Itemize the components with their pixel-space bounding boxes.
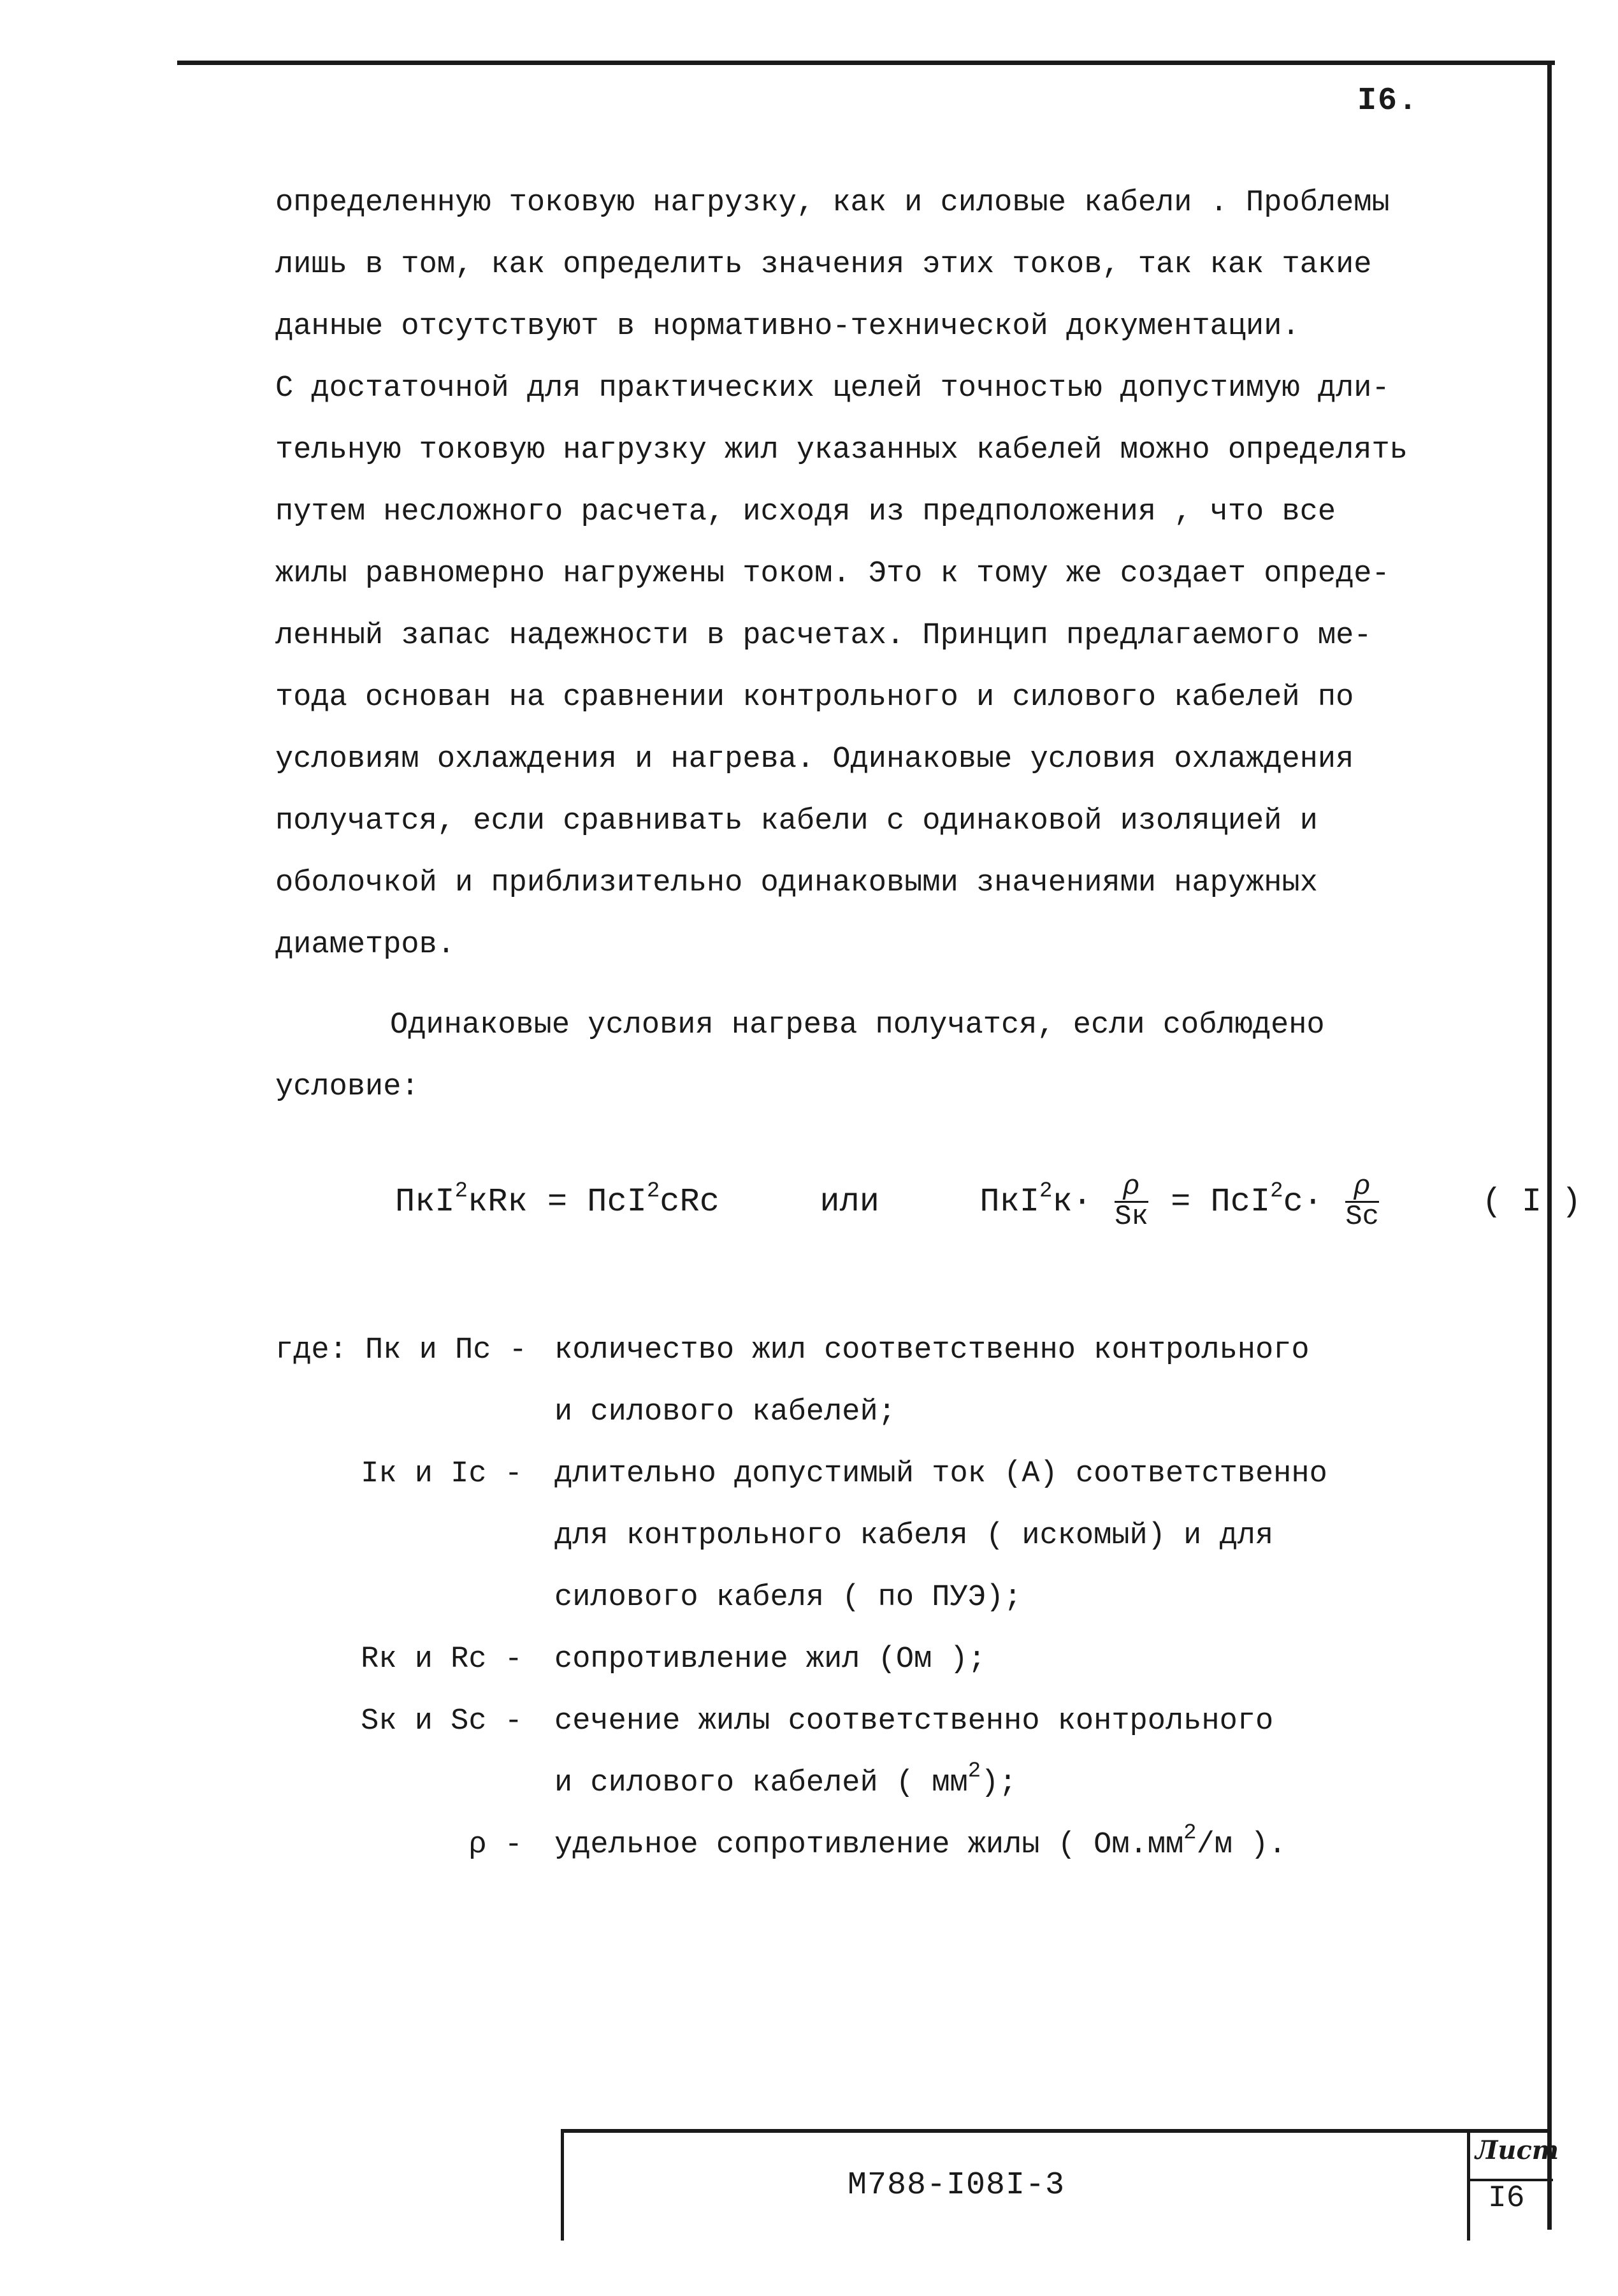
formula-or: или (820, 1183, 879, 1221)
text-fragment: и силового кабелей ( мм (554, 1766, 968, 1800)
text-line: и силового кабелей; (554, 1395, 896, 1429)
text-line: сопротивление жил (Ом ); (554, 1643, 986, 1676)
text-line: условиям охлаждения и нагрева. Одинаковые условия охлаждения (275, 743, 1354, 776)
text-line: путем несложного расчета, исходя из предположения , что все (275, 495, 1336, 529)
text-line: определенную токовую нагрузку, как и силовые кабели . Проблемы (275, 186, 1390, 220)
formula-exponent: 2 (454, 1179, 468, 1204)
formula-exponent: 2 (1270, 1179, 1283, 1204)
text-line: лишь в том, как определить значения этих токов, так как такие (275, 248, 1372, 282)
text-line: получатся, если сравнивать кабели с одинаковой изоляцией и (275, 804, 1318, 838)
formula-term: кRк = ПсI (468, 1183, 647, 1221)
formula-term: ПкI (979, 1183, 1040, 1221)
legend-item (275, 1443, 1537, 1629)
legend-definition (554, 1319, 1537, 1443)
second-paragraph (275, 994, 1505, 1118)
page-number: I6. (1357, 83, 1419, 119)
formula-term: к· (1052, 1183, 1092, 1221)
text-line: тельную токовую нагрузку жил указанных кабелей можно определять (275, 433, 1408, 467)
text-line: данные отсутствуют в нормативно-технической документации. (275, 310, 1300, 344)
text-line: силового кабеля ( по ПУЭ); (554, 1581, 1022, 1615)
fraction-numerator: ρ (1345, 1173, 1379, 1203)
variable-legend (275, 1319, 1537, 1876)
text-line: сечение жилы соответственно контрольного (554, 1704, 1274, 1738)
sheet-label: Лист (1475, 2135, 1559, 2165)
text-fragment: /м ). (1196, 1828, 1287, 1862)
legend-term: Iк и Iс - (361, 1457, 523, 1491)
title-block-left-border (561, 2129, 564, 2241)
formula-term: ПкI (395, 1183, 455, 1221)
frame-right-border (1547, 62, 1552, 2230)
formula-exponent: 2 (1039, 1179, 1053, 1204)
legend-item (275, 1814, 1537, 1876)
text-line: тода основан на сравнении контрольного и силового кабелей по (275, 681, 1354, 715)
title-block-divider (1467, 2129, 1470, 2241)
equation-1 (395, 1173, 1581, 1231)
text-line (554, 1752, 1537, 1814)
text-line: диаметров. (275, 928, 456, 962)
text-line: жилы равномерно нагружены током. Это к тому же создает опреде- (275, 557, 1390, 591)
text-line: ленный запас надежности в расчетах. Принцип предлагаемого ме- (275, 619, 1372, 653)
formula-exponent: 2 (646, 1179, 660, 1204)
legend-item (275, 1319, 1537, 1443)
legend-definition (554, 1629, 1537, 1690)
legend-definition (554, 1814, 1537, 1876)
title-block-top-border (562, 2129, 1550, 2133)
legend-term: Rк и Rс - (361, 1643, 523, 1676)
sheet-number: I6 (1488, 2181, 1525, 2216)
main-paragraph (275, 172, 1505, 976)
text-line: Одинаковые условия нагрева получатся, если соблюдено (390, 1008, 1325, 1042)
frame-top-border (177, 61, 1555, 65)
legend-term: Sк и Sс - (361, 1704, 523, 1738)
legend-definition (554, 1690, 1537, 1814)
document-code: М788-I08I-3 (848, 2167, 1065, 2204)
text-line: длительно допустимый ток (А) соответственно (554, 1457, 1327, 1491)
text-fragment: удельное сопротивление жилы ( Ом.мм (554, 1828, 1184, 1862)
fraction-rho-sk (1115, 1173, 1148, 1231)
superscript: 2 (967, 1759, 981, 1784)
fraction-rho-sc (1345, 1173, 1379, 1231)
fraction-denominator: Sс (1345, 1201, 1380, 1233)
legend-item (275, 1690, 1537, 1814)
legend-item (275, 1629, 1537, 1690)
legend-term: где: Пк и Пс - (275, 1333, 527, 1367)
text-line (554, 1814, 1537, 1876)
superscript: 2 (1183, 1821, 1197, 1845)
legend-definition (554, 1443, 1537, 1629)
formula-term: = ПсI (1171, 1183, 1271, 1221)
fraction-numerator: ρ (1115, 1173, 1148, 1203)
fraction-denominator: Sк (1115, 1201, 1148, 1233)
text-fragment: ); (981, 1766, 1017, 1800)
text-line: оболочкой и приблизительно одинаковыми значениями наружных (275, 866, 1318, 900)
text-line: количество жил соответственно контрольного (554, 1333, 1310, 1367)
text-line: для контрольного кабеля ( искомый) и для (554, 1519, 1274, 1553)
equation-number: ( I ) (1482, 1183, 1582, 1221)
text-line: С достаточной для практических целей точностью допустимую дли- (275, 372, 1390, 405)
text-line: условие: (275, 1070, 419, 1104)
legend-term: ρ - (468, 1828, 523, 1862)
formula-term: сRс (660, 1183, 719, 1221)
formula-term: с· (1283, 1183, 1323, 1221)
